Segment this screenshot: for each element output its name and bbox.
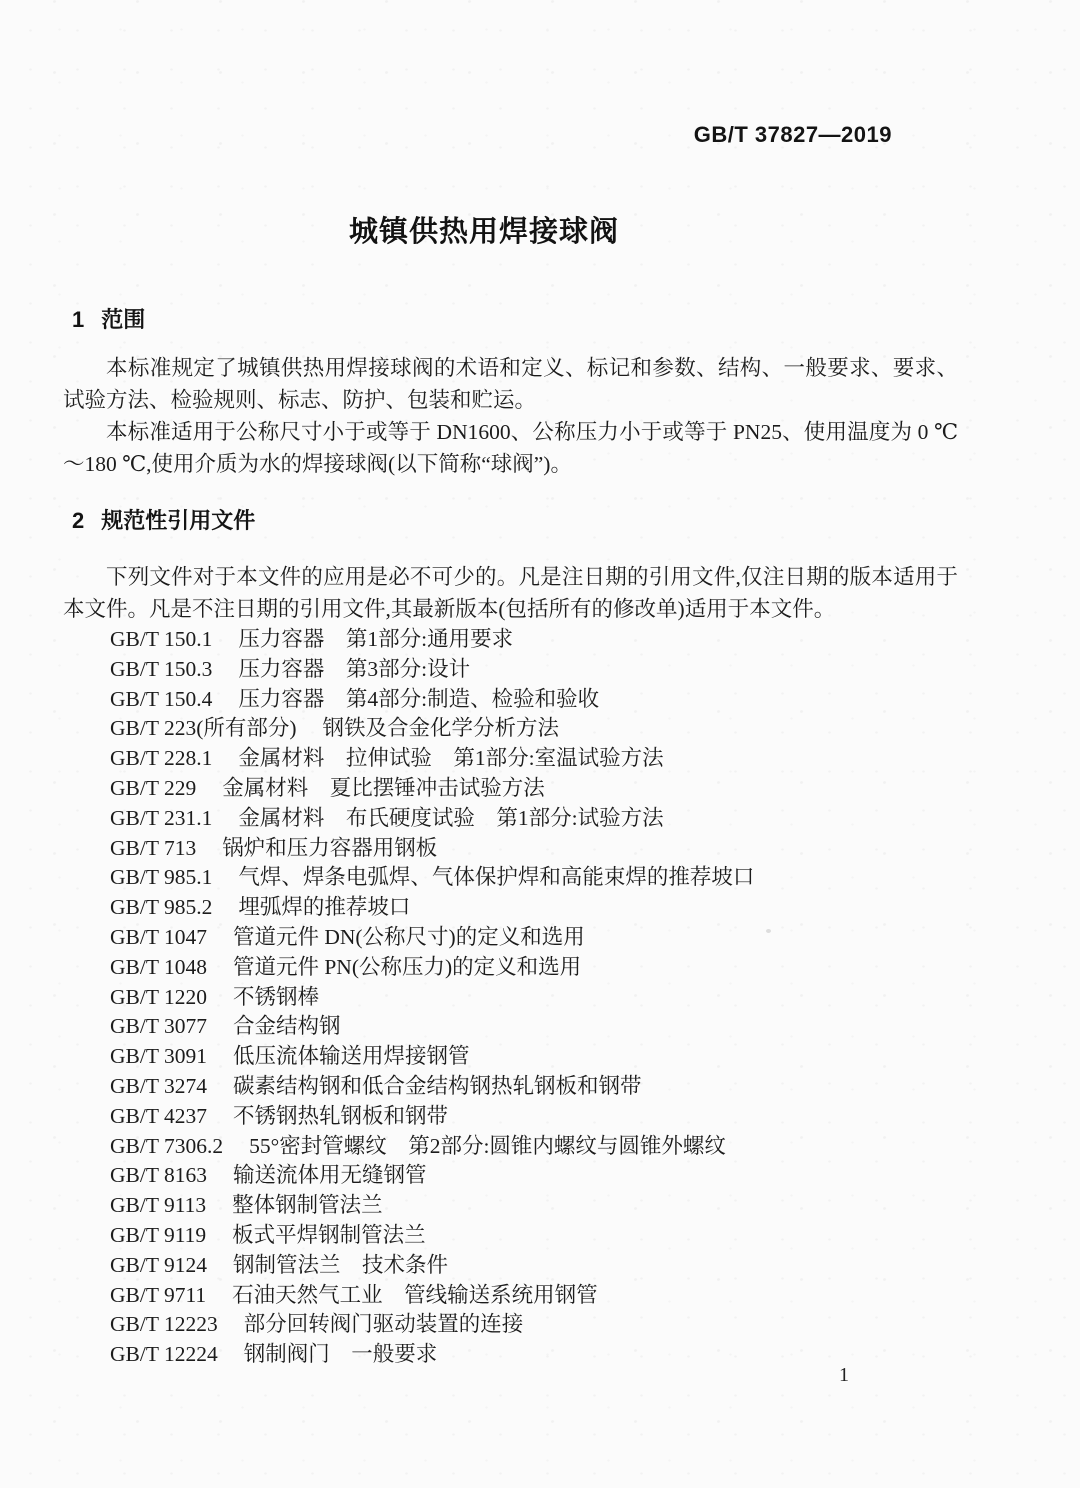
- reference-desc: 埋弧焊的推荐坡口: [238, 895, 411, 920]
- reference-code: GB/T 12224: [110, 1342, 218, 1367]
- document-title: 城镇供热用焊接球阀: [348, 216, 619, 248]
- reference-desc: 气焊、焊条电弧焊、气体保护焊和高能束焊的推荐坡口: [238, 865, 755, 890]
- reference-item: [110, 1102, 754, 1132]
- reference-desc: 管道元件 DN(公称尺寸)的定义和选用: [232, 924, 585, 949]
- reference-desc: 整体钢制管法兰: [232, 1193, 383, 1218]
- reference-item: [110, 1251, 754, 1281]
- reference-code: GB/T 9124: [110, 1252, 207, 1277]
- reference-code: GB/T 228.1: [110, 746, 213, 771]
- reference-desc: 低压流体输送用焊接钢管: [232, 1044, 470, 1069]
- reference-desc: 管道元件 PN(公称压力)的定义和选用: [232, 954, 582, 979]
- reference-code: GB/T 9711: [110, 1282, 207, 1307]
- reference-desc: 压力容器 第4部分:制造、检验和验收: [238, 686, 600, 711]
- section-2-title: 规范性引用文件: [101, 508, 256, 533]
- reference-code: GB/T 9119: [110, 1222, 207, 1247]
- section-1-title: 范围: [101, 307, 146, 332]
- reference-desc: 板式平焊钢制管法兰: [232, 1222, 426, 1247]
- references-intro: [63, 561, 958, 625]
- section-2-heading: [72, 504, 255, 535]
- reference-code: GB/T 3274: [110, 1073, 207, 1098]
- reference-desc: 部分回转阀门驱动装置的连接: [243, 1312, 524, 1337]
- reference-code: GB/T 7306.2: [110, 1133, 224, 1158]
- reference-code: GB/T 3091: [110, 1044, 207, 1069]
- scope-paragraph-2: 本标准适用于公称尺寸小于或等于 DN1600、公称压力小于或等于 PN25、使用温度为 0 ℃～180 ℃,使用介质为水的焊接球阀(以下简称“球阀”)。: [63, 420, 958, 476]
- reference-code: GB/T 985.2: [110, 895, 213, 920]
- reference-desc: 金属材料 布氏硬度试验 第1部分:试验方法: [238, 805, 664, 830]
- reference-item: [110, 1221, 754, 1251]
- reference-item: [110, 1281, 754, 1311]
- reference-item: [110, 1072, 754, 1102]
- reference-code: GB/T 4237: [110, 1103, 207, 1128]
- reference-item: [110, 1191, 754, 1221]
- reference-item: [110, 1132, 754, 1162]
- reference-code: GB/T 150.3: [110, 656, 213, 681]
- reference-code: GB/T 713: [110, 835, 197, 860]
- reference-code: GB/T 12223: [110, 1312, 218, 1337]
- reference-item: [110, 655, 754, 685]
- reference-code: GB/T 231.1: [110, 805, 213, 830]
- reference-desc: 石油天然气工业 管线输送系统用钢管: [232, 1282, 598, 1307]
- reference-list: [110, 625, 754, 1370]
- reference-item: [110, 744, 754, 774]
- reference-code: GB/T 223(所有部分): [110, 716, 297, 741]
- reference-desc: 压力容器 第3部分:设计: [238, 656, 471, 681]
- reference-item: [110, 774, 754, 804]
- reference-item: [110, 804, 754, 834]
- reference-desc: 输送流体用无缝钢管: [232, 1163, 427, 1188]
- reference-item: [110, 685, 754, 715]
- reference-item: [110, 1012, 754, 1042]
- reference-code: GB/T 3077: [110, 1014, 207, 1039]
- scope-paragraph-1: 本标准规定了城镇供热用焊接球阀的术语和定义、标记和参数、结构、一般要求、要求、试验方法、检验规则、标志、防护、包装和贮运。: [63, 356, 958, 412]
- standard-code: GB/T 37827—2019: [693, 122, 892, 147]
- section-2-number: 2: [72, 508, 85, 533]
- references-intro-paragraph: 下列文件对于本文件的应用是必不可少的。凡是注日期的引用文件,仅注日期的版本适用于本文件。凡是不注日期的引用文件,其最新版本(包括所有的修改单)适用于本文件。: [63, 565, 958, 621]
- reference-code: GB/T 985.1: [110, 865, 213, 890]
- reference-item: [110, 1310, 754, 1340]
- reference-desc: 压力容器 第1部分:通用要求: [238, 627, 514, 651]
- reference-item: [110, 923, 754, 953]
- section-1-heading: [72, 303, 145, 334]
- reference-item: [110, 953, 754, 983]
- reference-code: GB/T 150.1: [110, 627, 213, 651]
- reference-item: [110, 1340, 754, 1370]
- reference-item: [110, 863, 754, 893]
- section-1-number: 1: [72, 307, 85, 332]
- scope-paragraphs: [63, 352, 958, 480]
- reference-code: GB/T 1047: [110, 924, 207, 949]
- page-number: 1: [839, 1364, 849, 1386]
- reference-item: [110, 714, 754, 744]
- reference-desc: 不锈钢热轧钢板和钢带: [232, 1103, 448, 1128]
- reference-desc: 钢铁及合金化学分析方法: [322, 716, 560, 741]
- reference-item: [110, 1042, 754, 1072]
- reference-code: GB/T 1220: [110, 984, 207, 1009]
- scan-artifact: [766, 929, 771, 933]
- reference-desc: 不锈钢棒: [232, 984, 319, 1009]
- reference-desc: 锅炉和压力容器用钢板: [222, 835, 438, 860]
- reference-item: [110, 625, 754, 655]
- reference-item: [110, 893, 754, 923]
- reference-desc: 合金结构钢: [232, 1014, 341, 1039]
- reference-desc: 碳素结构钢和低合金结构钢热轧钢板和钢带: [232, 1073, 642, 1098]
- reference-desc: 钢制管法兰 技术条件: [232, 1252, 448, 1277]
- reference-desc: 金属材料 夏比摆锤冲击试验方法: [222, 775, 545, 800]
- reference-code: GB/T 1048: [110, 954, 207, 979]
- reference-desc: 金属材料 拉伸试验 第1部分:室温试验方法: [238, 746, 664, 771]
- reference-desc: 55°密封管螺纹 第2部分:圆锥内螺纹与圆锥外螺纹: [249, 1133, 726, 1158]
- reference-code: GB/T 229: [110, 775, 197, 800]
- reference-desc: 钢制阀门 一般要求: [243, 1342, 438, 1367]
- reference-code: GB/T 150.4: [110, 686, 213, 711]
- reference-code: GB/T 8163: [110, 1163, 207, 1188]
- reference-item: [110, 1161, 754, 1191]
- reference-item: [110, 983, 754, 1013]
- reference-code: GB/T 9113: [110, 1193, 207, 1218]
- reference-item: [110, 834, 754, 864]
